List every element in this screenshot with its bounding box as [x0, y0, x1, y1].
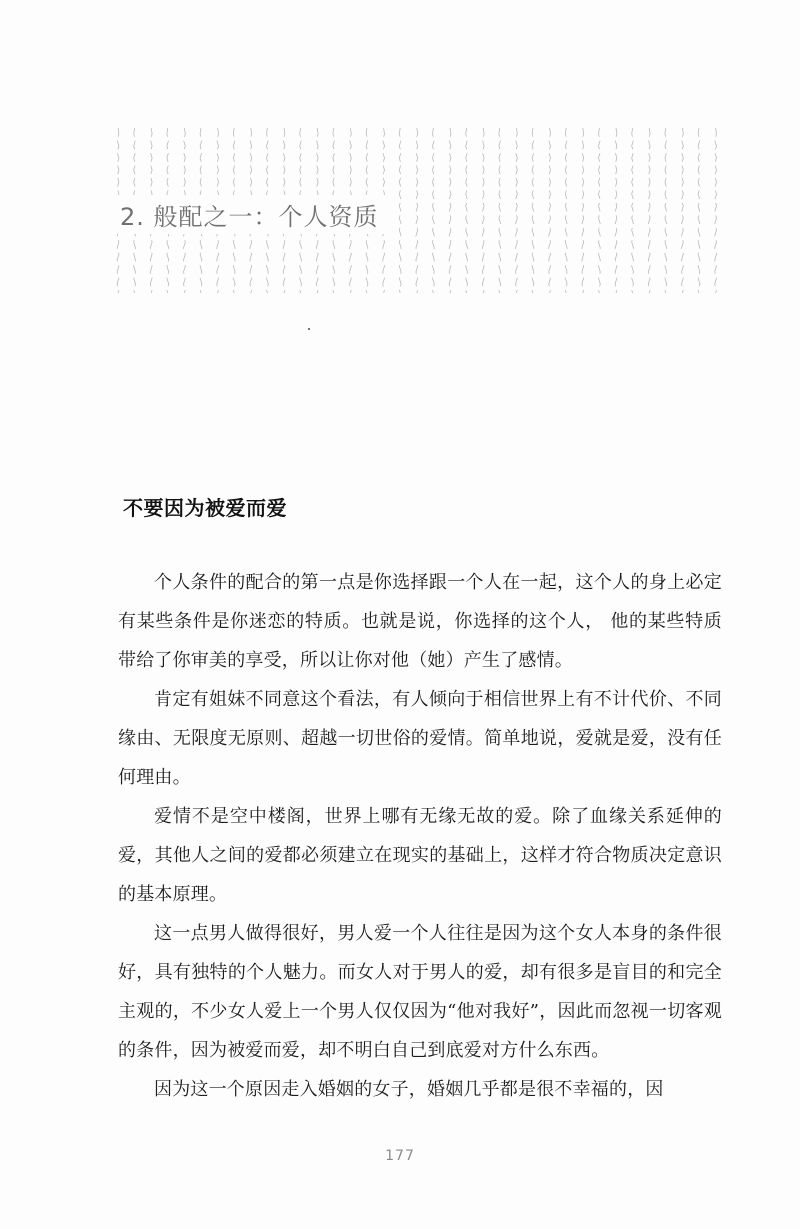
paragraph: 爱情不是空中楼阁，世界上哪有无缘无故的爱。除了血缘关系延伸的爱，其他人之间的爱都必须建立在现实的基础上，这样才符合物质决定意识的基本原理。 [118, 806, 722, 905]
page-number: 177 [385, 1148, 415, 1164]
wavy-line [549, 128, 551, 293]
wavy-line [715, 128, 717, 293]
wavy-line [499, 128, 501, 293]
wavy-line [466, 128, 468, 293]
wavy-line [482, 128, 484, 293]
section-heading: 不要因为被爱而爱 [123, 496, 287, 520]
wavy-line [565, 128, 567, 293]
decorative-dot [308, 328, 310, 330]
body-text [118, 563, 722, 1109]
wavy-line [416, 128, 418, 293]
chapter-title: 2. 般配之一：个人资质 [116, 195, 389, 234]
wavy-line [516, 128, 518, 293]
paragraph: 肯定有姐妹不同意这个看法，有人倾向于相信世界上有不计代价、不同缘由、无限度无原则、超越一切世俗的爱情。简单地说，爱就是爱，没有任何理由。 [118, 689, 722, 788]
wavy-line [615, 128, 617, 293]
wavy-line [449, 128, 451, 293]
wavy-line [682, 128, 684, 293]
wavy-line [399, 128, 401, 293]
wavy-line [582, 128, 584, 293]
wavy-line [532, 128, 534, 293]
wavy-line [433, 128, 435, 293]
paragraph: 个人条件的配合的第一点是你选择跟一个人在一起，这个人的身上必定有某些条件是你迷恋的特质。也就是说，你选择的这个人， 他的某些特质带给了你审美的享受，所以让你对他（她）产生了感情。 [118, 572, 722, 671]
wavy-line [665, 128, 667, 293]
paragraph: 这一点男人做得很好，男人爱一个人往往是因为这个女人本身的条件很好，具有独特的个人魅力。而女人对于男人的爱，却有很多是盲目的和完全主观的，不少女人爱上一个男人仅仅因为“他对我好”，因此而忽视一切客观的条件，因为被爱而爱，却不明白自己到底爱对方什么东西。 [118, 923, 722, 1061]
wavy-line [698, 128, 700, 293]
paragraph: 因为这一个原因走入婚姻的女子，婚姻几乎都是很不幸福的，因 [154, 1079, 664, 1100]
wavy-line [648, 128, 650, 293]
wavy-line [632, 128, 634, 293]
wavy-line [599, 128, 601, 293]
